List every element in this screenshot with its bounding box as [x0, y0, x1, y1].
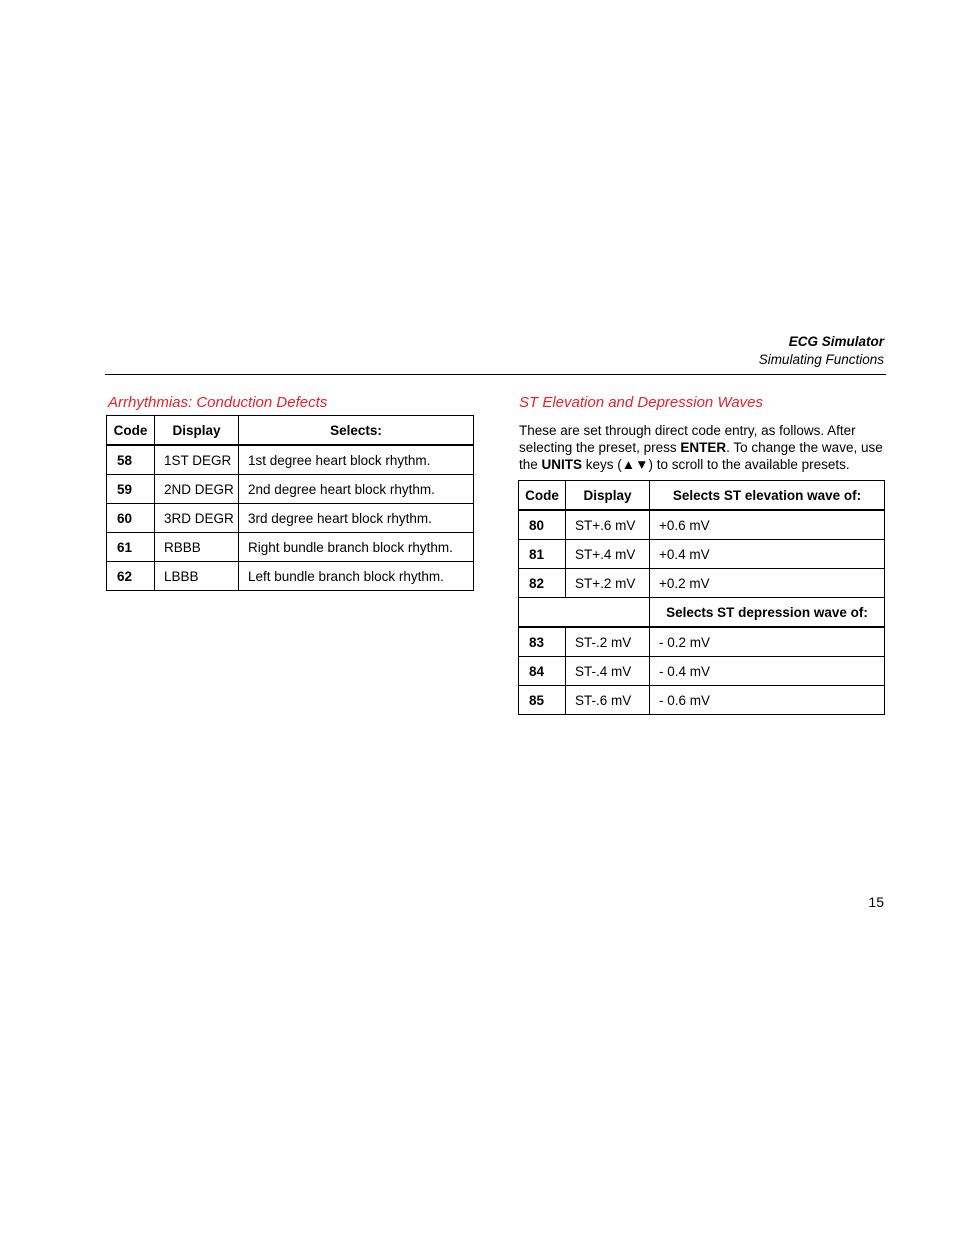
code-cell: 58 [107, 445, 155, 475]
value-cell: - 0.2 mV [650, 627, 885, 657]
display-cell: RBBB [155, 533, 239, 562]
table-row [107, 445, 474, 475]
code-cell: 59 [107, 475, 155, 504]
column-header-selects: Selects: [239, 416, 474, 446]
table-header-row [107, 416, 474, 446]
selects-cell: 3rd degree heart block rhythm. [239, 504, 474, 533]
table-row [519, 569, 885, 598]
st-waves-description [519, 422, 887, 473]
display-cell: LBBB [155, 562, 239, 591]
empty-header-cell [519, 598, 650, 628]
st-waves-table [518, 480, 885, 715]
description-text: These are set through direct code entry, as follows. After selecting the preset, press [519, 423, 856, 455]
table-row [519, 686, 885, 715]
table-row [519, 540, 885, 569]
code-cell: 82 [519, 569, 566, 598]
page-number: 15 [868, 894, 884, 910]
display-cell: ST+.6 mV [566, 510, 650, 540]
value-cell: +0.6 mV [650, 510, 885, 540]
value-cell: - 0.4 mV [650, 657, 885, 686]
value-cell: +0.4 mV [650, 540, 885, 569]
enter-key-label: ENTER [680, 440, 727, 455]
code-cell: 62 [107, 562, 155, 591]
table-row [107, 562, 474, 591]
description-text: keys (▲▼) to scroll to the available presets. [582, 457, 850, 472]
display-cell: 2ND DEGR [155, 475, 239, 504]
code-cell: 80 [519, 510, 566, 540]
selects-cell: 1st degree heart block rhythm. [239, 445, 474, 475]
column-header-code: Code [107, 416, 155, 446]
running-header-title: ECG Simulator [788, 334, 884, 349]
code-cell: 84 [519, 657, 566, 686]
code-cell: 81 [519, 540, 566, 569]
code-cell: 85 [519, 686, 566, 715]
running-header-subtitle: Simulating Functions [758, 352, 884, 367]
depression-header-row [519, 598, 885, 628]
display-cell: ST-.4 mV [566, 657, 650, 686]
table-row [107, 475, 474, 504]
code-cell: 83 [519, 627, 566, 657]
column-header-display: Display [155, 416, 239, 446]
display-cell: 1ST DEGR [155, 445, 239, 475]
description-text: . To change the wave, use the [519, 440, 883, 472]
code-cell: 60 [107, 504, 155, 533]
column-header-code: Code [519, 481, 566, 511]
conduction-defects-heading: Arrhythmias: Conduction Defects [108, 394, 328, 411]
units-key-label: UNITS [541, 457, 583, 472]
column-header-elevation: Selects ST elevation wave of: [650, 481, 885, 511]
header-divider [105, 374, 886, 375]
display-cell: ST+.4 mV [566, 540, 650, 569]
selects-cell: Left bundle branch block rhythm. [239, 562, 474, 591]
conduction-defects-table [106, 415, 474, 591]
table-row [519, 510, 885, 540]
table-row [519, 627, 885, 657]
table-row [519, 657, 885, 686]
display-cell: ST-.6 mV [566, 686, 650, 715]
value-cell: +0.2 mV [650, 569, 885, 598]
display-cell: ST+.2 mV [566, 569, 650, 598]
code-cell: 61 [107, 533, 155, 562]
column-header-display: Display [566, 481, 650, 511]
table-row [107, 533, 474, 562]
table-header-row [519, 481, 885, 511]
table-row [107, 504, 474, 533]
column-header-depression: Selects ST depression wave of: [650, 598, 885, 628]
display-cell: 3RD DEGR [155, 504, 239, 533]
selects-cell: Right bundle branch block rhythm. [239, 533, 474, 562]
selects-cell: 2nd degree heart block rhythm. [239, 475, 474, 504]
value-cell: - 0.6 mV [650, 686, 885, 715]
display-cell: ST-.2 mV [566, 627, 650, 657]
st-waves-heading: ST Elevation and Depression Waves [519, 394, 764, 411]
